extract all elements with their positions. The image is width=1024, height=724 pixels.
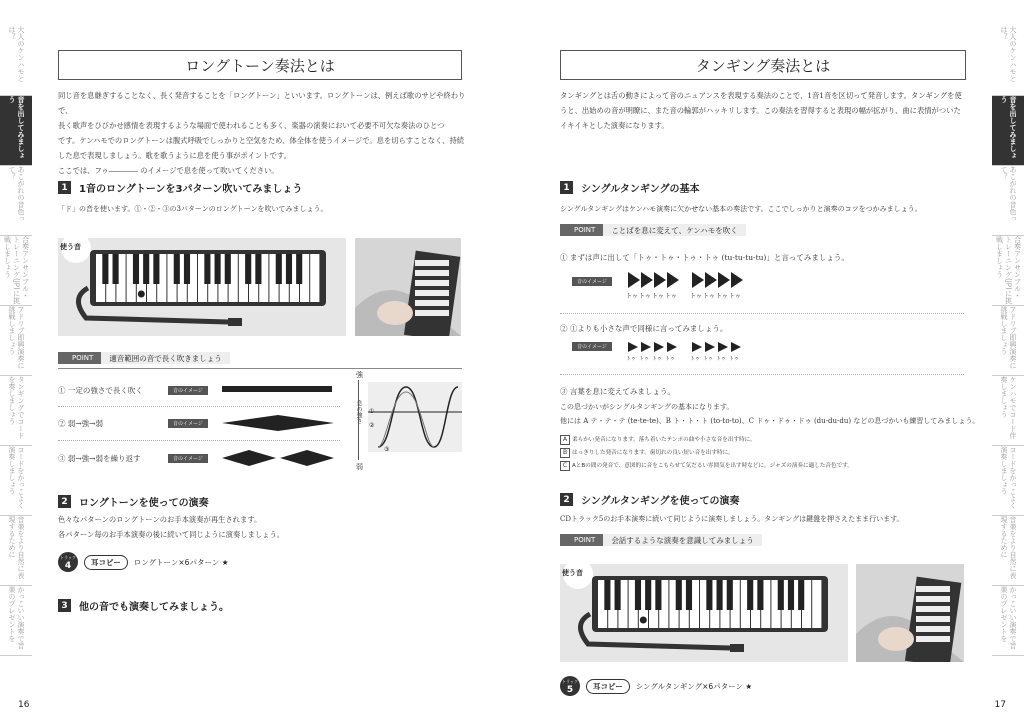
intro-text: 同じ音を息継ぎすることなく、長く発音することを「ロングトーン」といいます。ロングトーンは、例えば歌のサビや終わりで、 長く歌声をひびかせ感情を表現するような場面で使われることも多く、楽器の演奏において必要不可欠な奏法のひとつ です。ケンハモでのロングトーンは腹式呼吸でしっかりと空気をため、体全体を使うイメージで。息を切らすことなく、持続 した息で表現しましょう。歌を歌うように息を使う事がポイントです。 ここでは、フゥ―――― のイメージで息を使って吹いてください。 — [58, 91, 466, 175]
sound-image-chip: 音のイメージ — [168, 419, 208, 428]
black-key — [153, 254, 159, 284]
pattern-label: ① 一定の強さで長く吹く — [58, 386, 143, 395]
track-badge[interactable]: トラック 4 耳コピー ロングトーン×6パターン ★ — [58, 552, 228, 572]
divider — [560, 374, 964, 375]
black-key — [727, 580, 733, 610]
pattern-shape-swell — [222, 415, 334, 431]
chapter-tab[interactable]: 合奏アンサンブル・トレーニング(JP)に挑戦しましょう — [992, 236, 1024, 306]
black-key — [245, 254, 251, 284]
player-photo — [856, 564, 964, 662]
divider — [58, 368, 462, 369]
sound-image-chip: 音のイメージ — [572, 342, 612, 351]
chapter-tab[interactable]: あこがれの音色って？ — [0, 166, 32, 236]
white-key — [812, 580, 821, 628]
divider — [560, 313, 964, 314]
chapter-tab[interactable]: 大人のケンハモとは？ — [0, 26, 32, 96]
page-number: 17 — [994, 700, 1006, 710]
chapter-tab[interactable]: 大人のケンハモとは？ — [992, 26, 1024, 96]
tongue-arrows-small — [628, 342, 748, 352]
tongue-syllables-large: トゥ トゥ トゥ トゥ トゥ トゥ トゥ トゥ — [626, 293, 741, 300]
chapter-tab[interactable]: ケンハモでコード伴奏しましょう — [992, 376, 1024, 446]
chapter-tab[interactable]: かっこいい演奏で音楽のプレゼントを — [992, 586, 1024, 656]
black-key — [143, 254, 149, 284]
tongue-notes: A 柔らかい発音になります。落ち着いたテンポの曲や小さな音を出す時に。 B はっきりした発音になります。歯切れの良い短い音を出す時に。 C AとBの間の発音で、意図的に音をこもらせて気だるい雰囲気を出す時などに。ジャズの演奏に適した音色です。 — [560, 434, 964, 473]
black-key — [778, 580, 784, 610]
point-banner: POINT 適音範囲の音で長く吹きましょう — [58, 352, 230, 364]
intro-text: タンギングとは舌の動きによって音のニュアンスを表現する奏法のことで、1音1音を区切って発音します。タンギングを使 うと、出始めの音が明瞭に、また音の輪郭がハッキリします。この奏法を習得すると表現の幅が拡がり、曲に表情がついた イキイキとした演奏になります。 — [560, 91, 962, 130]
step-text: 他には A テ・テ・テ (te-te-te)、B ト・ト・ト (to-to-to)、C ドゥ・ドゥ・ドゥ (du-du-du) などの息づかいも練習してみましょう。 — [560, 417, 980, 425]
pattern-label: ② 弱→強→弱 — [58, 419, 103, 428]
melodica-illustration — [560, 564, 848, 662]
black-key — [133, 254, 139, 284]
sound-image-chip: 音のイメージ — [572, 277, 612, 286]
chapter-tab[interactable]: 音楽をより自然に表現するために — [0, 516, 32, 586]
tongue-syllables-small: トゥ トゥ トゥ トゥ トゥ トゥ トゥ トゥ — [626, 356, 739, 362]
track-icon: トラック 4 — [58, 552, 78, 572]
page-title: タンギング奏法とは — [560, 50, 966, 80]
section-text: 色々なパターンのロングトーンのお手本演奏が再生されます。 各パターン毎のお手本演奏の後に続いて同じように演奏しましょう。 — [58, 515, 285, 539]
do-key-marker — [640, 617, 647, 624]
black-key — [184, 254, 190, 284]
black-key — [255, 254, 261, 284]
right-chapter-tabs — [992, 26, 1024, 656]
black-key — [204, 254, 210, 284]
pattern-label: ③ 弱→強→弱を繰り返す — [58, 454, 141, 463]
black-key — [286, 254, 292, 284]
black-key — [113, 254, 119, 284]
black-key — [615, 580, 621, 610]
black-key — [747, 580, 753, 610]
black-key — [645, 580, 651, 610]
white-key — [310, 254, 319, 302]
track-icon: トラック 5 — [560, 676, 580, 696]
sound-image-chip: 音のイメージ — [168, 454, 208, 463]
black-key — [604, 580, 610, 610]
black-key — [225, 254, 231, 284]
page-number: 16 — [18, 700, 30, 710]
section-heading: 3 他の音でも演奏してみましょう。 — [58, 598, 229, 613]
step-text: ② ①よりも小さな声で同様に言ってみましょう。 — [560, 324, 728, 333]
section-description: 「ド」の音を使います。①・②・③の3パターンのロングトーンを吹いてみましょう。 — [58, 205, 328, 213]
black-key — [706, 580, 712, 610]
black-key — [788, 580, 794, 610]
black-key — [686, 580, 692, 610]
track-badge[interactable]: トラック 5 耳コピー シングルタンギング×6パターン ★ — [560, 676, 752, 696]
section-heading: 1 1音のロングトーンを3パターン吹いてみましょう — [58, 180, 302, 195]
pattern-shape-repeat — [222, 450, 334, 466]
point-banner: POINT 会話するような演奏を意識してみましょう — [560, 534, 762, 546]
player-photo — [355, 238, 461, 336]
melodica-illustration — [58, 238, 346, 336]
divider — [58, 406, 340, 407]
chapter-tab[interactable]: タンギングでコードを奏しましょう — [0, 376, 32, 446]
black-key — [798, 580, 804, 610]
black-key — [655, 580, 661, 610]
section-heading: 2 ロングトーンを使っての演奏 — [58, 494, 209, 509]
breath-graph: 強 弱 ① ② ③ — [350, 370, 462, 470]
black-key — [296, 254, 302, 284]
black-key — [635, 580, 641, 610]
black-key — [717, 580, 723, 610]
black-key — [757, 580, 763, 610]
section-description: シングルタンギングはケンハモ演奏に欠かせない基本の奏法です。ここでしっかりと演奏のコツをつかみましょう。 — [560, 205, 922, 213]
step-text: ③ 言葉を息に変えてみましょう。 — [560, 387, 675, 396]
chapter-tab[interactable]: かっこいい演奏で音楽のプレゼントを — [0, 586, 32, 656]
step-text: この息づかいがシングルタンギングの基本になります。 — [560, 403, 734, 411]
black-key — [215, 254, 221, 284]
tongue-arrows-large — [628, 272, 748, 288]
chapter-tab[interactable]: コードをかっこよく演奏しましょう — [0, 446, 32, 516]
chapter-tab[interactable]: コードをかっこよく演奏しましょう — [992, 446, 1024, 516]
chapter-tab[interactable]: アドリブ即興演奏に挑戦しましょう — [992, 306, 1024, 376]
point-banner: POINT ことばを息に変えて、ケンハモを吹く — [560, 224, 746, 236]
sound-image-chip: 音のイメージ — [168, 386, 208, 395]
black-key — [102, 254, 108, 284]
section-heading: 2 シングルタンギングを使っての演奏 — [560, 492, 740, 507]
chapter-tab[interactable]: 音楽をより自然に表現するために — [992, 516, 1024, 586]
use-sound-label: 使う音 — [60, 243, 81, 251]
black-key — [276, 254, 282, 284]
chapter-tab[interactable]: アドリブ即興演奏に挑戦しましょう — [0, 306, 32, 376]
section-heading: 1 シングルタンギングの基本 — [560, 180, 700, 195]
black-key — [174, 254, 180, 284]
do-key-marker — [138, 291, 145, 298]
step-text: ① まずは声に出して「トゥ・トゥ・トゥ・トゥ (tu-tu-tu-tu)」と言ってみましょう。 — [560, 253, 849, 262]
pattern-shape-constant — [222, 386, 332, 392]
chapter-tab-active[interactable]: 音を出してみましょう — [992, 96, 1024, 166]
black-key — [676, 580, 682, 610]
use-sound-label: 使う音 — [562, 569, 583, 577]
divider — [58, 440, 340, 441]
page-title: ロングトーン奏法とは — [58, 50, 462, 80]
left-chapter-tabs — [0, 26, 32, 656]
chapter-tab[interactable]: あこがれの音色って？ — [992, 166, 1024, 236]
chapter-tab[interactable]: 合奏アンサンブル・トレーニング(JP)に挑戦しましょう — [0, 236, 32, 306]
section-text: CDトラック5のお手本演奏に続いて同じように演奏しましょう。タンギングは鍵盤を押さえたまま行います。 — [560, 515, 904, 523]
chapter-tab-active[interactable]: 音を出してみましょう — [0, 96, 32, 166]
